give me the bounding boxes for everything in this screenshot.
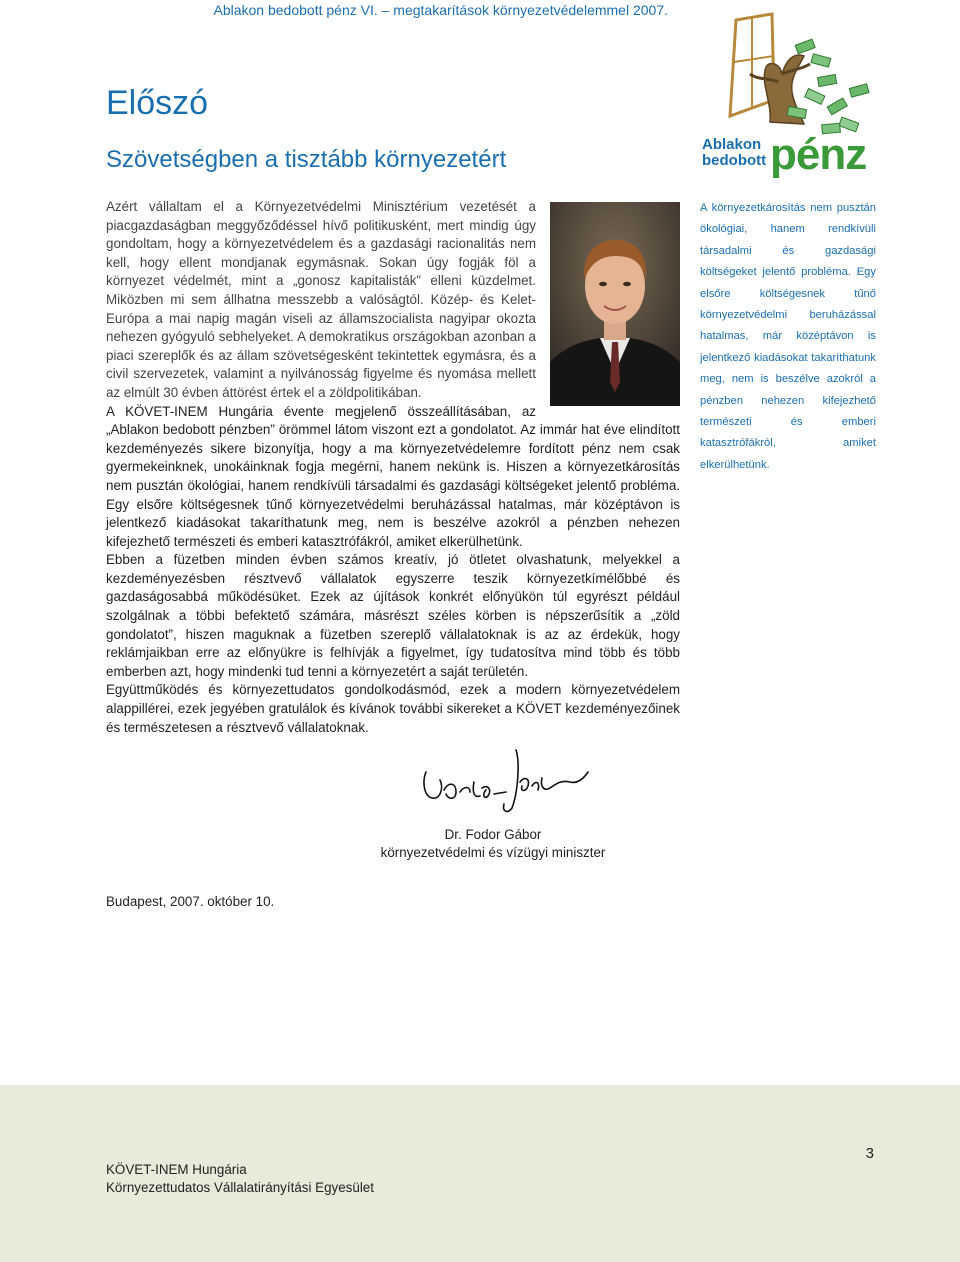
paragraph-1: Azért vállaltam el a Környezetvédelmi Minisztérium vezetését a piacgazdaságban meggyőződéssel hívő politikusként, mert mindig úgy gondoltam, hogy a környezetvédelem és a gazdasági racionalitás nem kell, hogy ellent mondjanak egymásnak. Sokan úgy fogják föl a környezet védelmét, mint a „gonosz kapitalisták” elleni küzdelmet. Miközben mi sem állhatna messzebb a valóságtól. Közép- és Kelet-Európa a mai napig magán viseli az államszocialista nagyipar okozta nehezen gyógyuló sebhelyeket. A demokratikus országokban azonban a piaci szereplők és az állam szövetségesként tekintettek egymásra, és a civil szervezetek, valamint a nyilvánosság figyelme és nyomása mellett az elmúlt 30 évben áttörést értek el a zöldpolitikában. [106, 199, 536, 400]
logo-penz: pénz [770, 130, 867, 179]
footer-organization [106, 1161, 374, 1197]
logo-bedobott: bedobott [702, 152, 767, 169]
page-title: Előszó [106, 84, 209, 122]
author-portrait [550, 202, 680, 406]
footer-org-name: KÖVET-INEM Hungária [106, 1162, 247, 1177]
signatory-name: Dr. Fodor Gábor [444, 827, 542, 842]
logo-ablakon: Ablakon [702, 136, 762, 153]
signatory [340, 826, 646, 862]
page-subtitle: Szövetségben a tisztább környezetért [106, 146, 507, 173]
paragraph-4: Együttműködés és környezettudatos gondolkodásmód, ezek a modern környezetvédelem alappillérei, ezek jegyében gratulálok és kívánok további sikereket a KÖVET kezdeményezőinek és természetesen a résztvevő vállalatoknak. [106, 682, 680, 735]
paragraph-2: A KÖVET-INEM Hungária évente megjelenő összeállításában, az „Ablakon bedobott pénzben” örömmel látom viszont ezt a gondolatot. Az immár hat éve elindított kezdeményezés sikere bizonyítja, hogy a ma környezetvédelemre fordított pénz nem csak gyermekeinknek, unokáinknak fogja megérni, hanem nekünk is. Hiszen a környezetkárosítás nem pusztán ökológiai, hanem rendkívüli társadalmi és gazdasági költségeket jelentő probléma. Egy elsőre költségesnek tűnő környezetvédelmi beruházással hatalmas, már középtávon is jelentkező kiadásokat takaríthatunk meg, nem is beszélve azokról a pénzben nehezen kifejezhető természeti és emberi katasztrófákról, amiket elkerülhetünk. [106, 403, 680, 549]
footer-org-description: Környezettudatos Vállalatirányítási Egyesület [106, 1180, 374, 1195]
page-number: 3 [865, 1145, 874, 1162]
running-header: Ablakon bedobott pénz VI. – megtakarítások környezetvédelemmel 2007. [213, 2, 668, 18]
paragraph-3: Ebben a füzetben minden évben számos kreatív, jó ötletet olvashatunk, melyekkel a kezdeményezésben résztvevő vállalatok egyszerre teszik környezetkímélőbbé és gazdaságosabbá működésüket. Ezek az újítások konkrét előnyükön túl egyrészt például szolgálnak a többi befektető számára, másrészt széles körben is népszerűsítik a „zöld gondolatot”, hiszen maguknak a füzetben szereplő vállalatoknak is az az érdekük, hogy reklámjaikban erre az előnyükre is felhívják a figyelmet, így tudatosítva mind több és több emberben azt, hogy mindenki tud tenni a környezetért a saját területén. [106, 552, 680, 679]
foreword-body [106, 198, 680, 737]
page-footer [0, 1085, 960, 1262]
signatory-position: környezetvédelmi és vízügyi miniszter [380, 845, 606, 860]
sidebar-pull-quote: A környezetkárosítás nem pusztán ökológiai, hanem rendkívüli társadalmi és gazdasági költségeket jelentő probléma. Egy elsőre költségesnek tűnő környezetvédelmi beruházással hatalmas, már középtávon is jelentkező kiadásokat takaríthatunk meg, nem is beszélve azokról a pénzben nehezen kifejezhető természeti és emberi katasztrófákról, amiket elkerülhetünk. [700, 202, 876, 471]
place-date: Budapest, 2007. október 10. [106, 894, 275, 909]
handwritten-signature [420, 742, 590, 822]
